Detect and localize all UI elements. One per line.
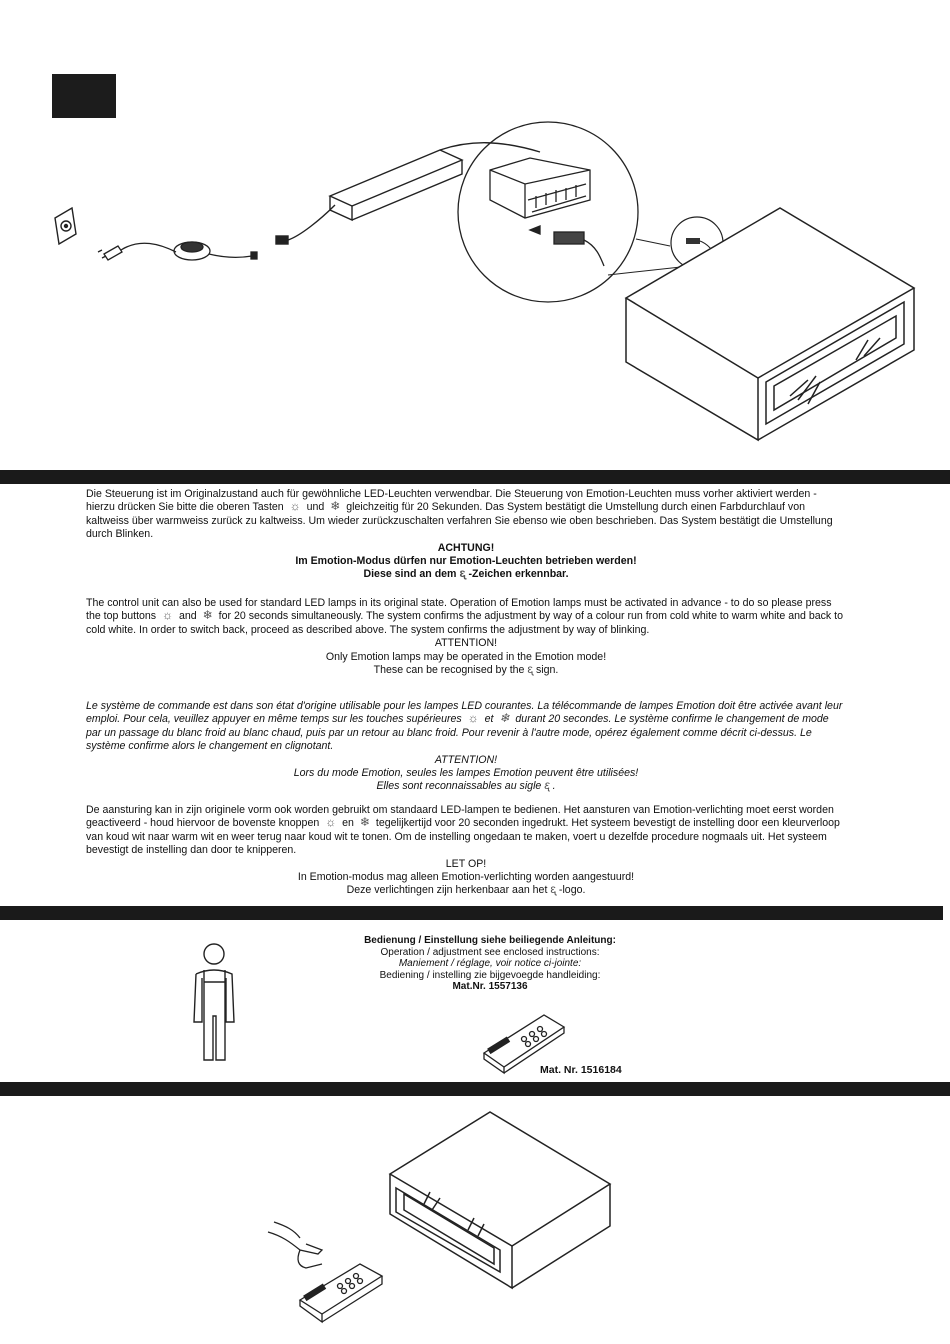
- snowflake-button-icon: ❄: [499, 711, 510, 726]
- power-plug-cable: [98, 242, 257, 260]
- material-number-2: Mat. Nr. 1516184: [540, 1064, 622, 1076]
- wiring-illustration: [0, 0, 950, 460]
- emotion-sign-icon: ᶓ: [527, 662, 533, 677]
- nl-warning-2: Deze verlichtingen zijn herkenbaar aan het ᶓ -logo.: [346, 882, 586, 897]
- sun-button-icon: ☼: [162, 608, 174, 623]
- fr-body: Le système de commande est dans son état d'origine utilisable pour les lampes LED courantes. La télécommande de lampes Emotion doit être activée avant leur emploi. Pour cela, veuillez appuyer en même temps sur les touches supérieures ☼ et ❄ durant 20 secondes. Le système confirme le changement de mode par un passage du blanc froid au blanc chaud, puis par un retour au blanc froid. Pour revenir à l'autre mode, opérez également comme décrit ci-dessus. Le système confirme alors le changement en clignotant.: [86, 700, 843, 753]
- nl-warning-1: In Emotion-modus mag alleen Emotion-verlichting worden aangestuurd!: [297, 871, 635, 884]
- operation-en: Operation / adjustment see enclosed instructions:: [380, 946, 600, 958]
- remote-control-icon: [300, 1264, 382, 1322]
- sun-button-icon: ☼: [467, 711, 479, 726]
- french-text-block: [86, 700, 846, 794]
- material-number-1: Mat.Nr. 1557136: [452, 981, 528, 993]
- emotion-sign-icon: ᶓ: [550, 882, 556, 897]
- english-text-block: [86, 597, 846, 677]
- sun-button-icon: ☼: [325, 815, 337, 830]
- en-body: The control unit can also be used for standard LED lamps in its original state. Operation of Emotion lamps must be activated in advance - to do so please press the top buttons ☼ and ❄ for 20 seconds simultaneously. The system confirms the adjustment by way of a colour run from cold white to warm white and back to cold white. In order to switch back, proceed as described above. The system confirms the adjustment by way of blinking.: [86, 597, 843, 636]
- technician-icon: [188, 938, 248, 1068]
- emotion-sign-icon: ᶓ: [544, 778, 550, 793]
- de-warning-2: Diese sind an dem ᶓ -Zeichen erkennbar.: [363, 566, 569, 581]
- sun-button-icon: ☼: [289, 499, 301, 514]
- nl-attention: LET OP!: [445, 857, 487, 870]
- snowflake-button-icon: ❄: [202, 608, 213, 623]
- snowflake-button-icon: ❄: [359, 815, 370, 830]
- operation-de: Bedienung / Einstellung siehe beiliegende Anleitung:: [364, 935, 616, 946]
- fr-warning-2: Elles sont reconnaissables au sigle ᶓ .: [376, 778, 556, 793]
- emotion-sign-icon: ᶓ: [459, 566, 466, 581]
- nl-body: De aansturing kan in zijn originele vorm ook worden gebruikt om standaard LED-lampen te bedienen. Het aansturen van Emotion-verlichting moet eerst worden geactiveerd - houd hiervoor de bovenste knoppen ☼ en ❄ tegelijkertijd voor 20 seconden ingedrukt. Het systeem bevestigt de instelling door een kleurverloop van koud wit naar warm wit en weer terug naar koud wit te tonen. Om de instelling ongedaan te maken, voert u dezelfde procedure nogmaals uit. Het systeem bevestigt de instelling dan door te knipperen.: [86, 804, 840, 857]
- operation-nl: Bediening / instelling zie bijgevoegde handleiding:: [379, 969, 601, 981]
- de-body: Die Steuerung ist im Originalzustand auch für gewöhnliche LED-Leuchten verwendbar. Die Steuerung von Emotion-Leuchten muss vorher aktiviert werden - hierzu drücken Sie bitte die oberen Tasten ☼ und ❄ gleichzeitig für 20 Sekunden. Das System bestätigt die Umstellung durch einen Farbdurchlauf von kaltweiss über warmweiss zurück zu kaltweiss. Um wieder zurückzuschalten verfahren Sie ebenso wie oben beschrieben. Das System bestätigt die Umstellung durch Blinken.: [86, 488, 833, 541]
- furniture-unit: [626, 208, 914, 440]
- fr-attention: ATTENTION!: [434, 753, 498, 766]
- dutch-text-block: [86, 804, 846, 898]
- section-divider: [0, 906, 943, 920]
- operation-instructions: [330, 935, 650, 993]
- operation-fr: Maniement / réglage, voir notice ci-jointe:: [398, 958, 582, 970]
- furniture-unit: [390, 1112, 610, 1288]
- remote-operation-illustration: [0, 1094, 950, 1344]
- section-divider: [0, 470, 950, 484]
- german-text-block: [86, 488, 846, 582]
- de-attention: ACHTUNG!: [437, 541, 495, 554]
- fr-warning-1: Lors du mode Emotion, seules les lampes Emotion peuvent être utilisées!: [293, 767, 639, 780]
- en-warning-1: Only Emotion lamps may be operated in the Emotion mode!: [325, 650, 607, 663]
- en-attention: ATTENTION!: [434, 637, 498, 650]
- de-warning-1: Im Emotion-Modus dürfen nur Emotion-Leuchten betrieben werden!: [295, 555, 637, 568]
- hand-icon: [268, 1222, 322, 1268]
- en-warning-2: These can be recognised by the ᶓ sign.: [373, 662, 559, 677]
- wall-socket-icon: [55, 208, 76, 244]
- snowflake-button-icon: ❄: [330, 499, 341, 514]
